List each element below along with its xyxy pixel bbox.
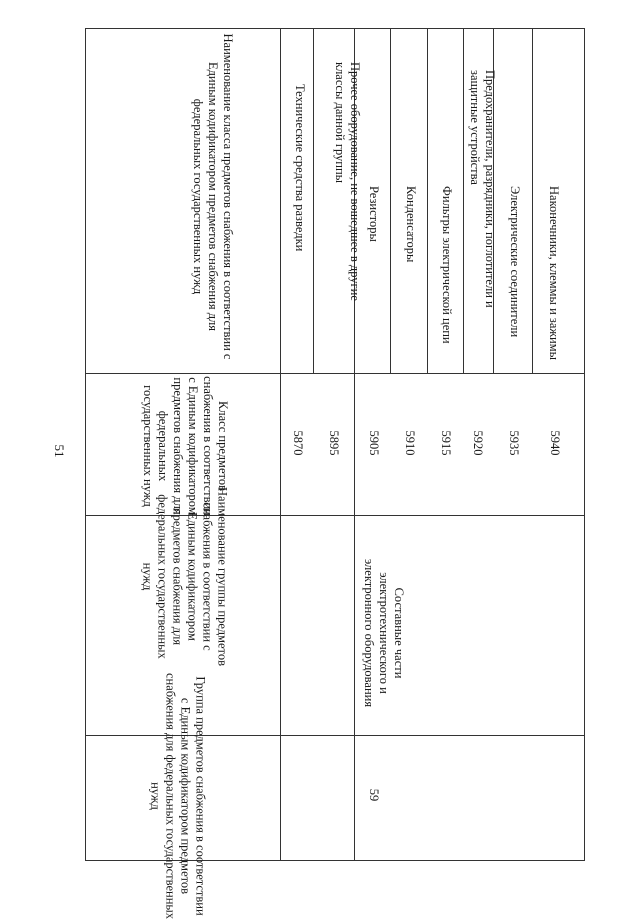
row-code: 5910 bbox=[403, 430, 417, 456]
header-class-code: Класс предметов снабжения в соответствии с Единым кодификатором предметов снабжения для федеральных государственных нужд bbox=[141, 376, 230, 516]
supply-classification-table bbox=[85, 0, 585, 920]
row-name: Предохранители, разрядники, поглотители и защитные устройства bbox=[468, 70, 497, 308]
group-59-code: 59 bbox=[367, 788, 381, 802]
row-code: 5915 bbox=[439, 430, 453, 456]
row-code: 5935 bbox=[507, 430, 521, 456]
row-separator bbox=[427, 28, 428, 373]
row-name: Технические средства разведки bbox=[293, 84, 307, 252]
row-name: Электрические соединители bbox=[508, 186, 522, 338]
row-separator bbox=[313, 28, 314, 373]
row-name: Фильтры электрической цепи bbox=[440, 186, 454, 344]
row-code: 5905 bbox=[367, 430, 381, 456]
row-code: 5895 bbox=[327, 430, 341, 456]
row-separator bbox=[532, 28, 533, 373]
row-separator bbox=[390, 28, 391, 373]
row-name: Конденсаторы bbox=[404, 186, 418, 263]
row-name: Наконечники, клеммы и зажимы bbox=[547, 186, 561, 361]
page-number: 51 bbox=[52, 444, 67, 458]
group-59-name: Составные части электротехнического и электронного оборудования bbox=[362, 558, 406, 708]
header-group-name: Наименование группы предметов снабжения в соответствии с Единым кодификатором предметов снабжения для федеральных государственных нужд bbox=[141, 487, 230, 666]
row-name: Резисторы bbox=[367, 186, 381, 242]
row-code: 5940 bbox=[548, 430, 562, 456]
row-code: 5870 bbox=[291, 430, 305, 456]
row-code: 5920 bbox=[471, 430, 485, 456]
header-group-code: Группа предметов снабжения в соответствии с Единым кодификатором предметов снабжения для федеральных государственных нужд bbox=[148, 672, 208, 920]
row-name: Прочее оборудование, не вошедшее в другие классы данной группы bbox=[333, 62, 362, 301]
header-class-name: Наименование класса предметов снабжения в соответствии с Единым кодификатором предметов снабжения для федеральных государственных нужд bbox=[191, 33, 235, 360]
